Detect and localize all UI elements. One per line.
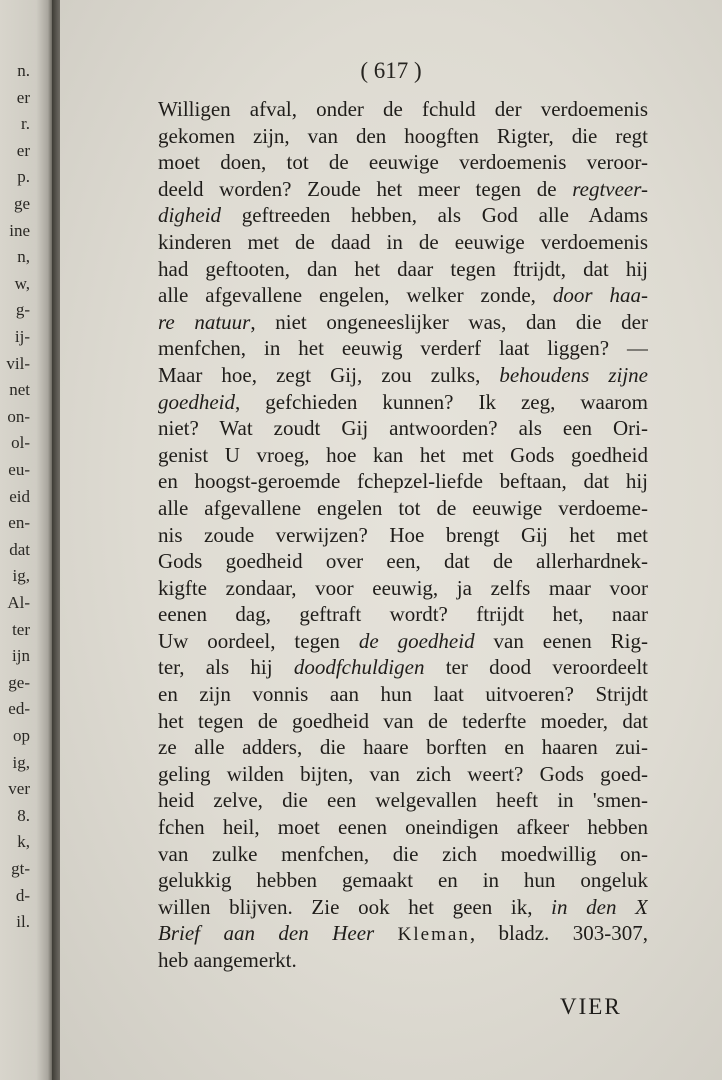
text-run: en zijn vonnis aan hun laat uitvoeren? Strijdt	[158, 682, 648, 707]
text-run: alle afgevallene engelen, welker zonde,	[158, 283, 553, 308]
facing-page-fragment: n,	[17, 247, 30, 267]
facing-page-fragment: n.	[17, 61, 30, 80]
text-line	[158, 761, 648, 788]
text-line	[158, 202, 648, 229]
facing-page-fragment: 8.	[17, 805, 30, 825]
text-line	[158, 389, 648, 416]
book-page	[60, 0, 722, 1080]
facing-page-fragment: ol-	[11, 433, 30, 453]
text-run	[374, 921, 397, 945]
text-run: ter, als hij	[158, 655, 294, 680]
text-run: het tegen de goedheid van de tederfte moeder, dat	[158, 708, 648, 733]
text-run: Uw oordeel, tegen	[158, 628, 359, 653]
text-run: geftreeden hebben, als God alle Adams	[221, 203, 648, 228]
text-run: fchen heil, moet eenen oneindigen afkeer hebben	[158, 815, 648, 840]
text-line	[158, 734, 648, 761]
facing-page-fragment: er	[16, 140, 30, 160]
facing-page-fragment: ig,	[12, 566, 30, 586]
facing-page-fragment: d-	[15, 885, 30, 905]
text-line	[158, 548, 648, 575]
text-line	[158, 96, 648, 123]
text-line	[158, 841, 648, 868]
italic-run: regtveer-	[572, 176, 648, 201]
text-line	[158, 256, 648, 283]
facing-page-fragment: w,	[14, 273, 30, 293]
facing-page-fragment: ijn	[12, 646, 30, 666]
facing-page-fragment: ver	[8, 779, 30, 799]
text-line	[158, 867, 648, 894]
italic-run: in den X	[551, 894, 648, 919]
italic-run: goedheid	[158, 389, 235, 414]
italic-run: door haa-	[552, 283, 648, 308]
italic-run: behoudens zijne	[499, 362, 648, 387]
text-line	[158, 708, 648, 735]
catchword: VIER	[560, 994, 622, 1019]
italic-run: re natuur	[158, 309, 251, 334]
text-run: kigfte zondaar, voor eeuwig, ja zelfs maar voor	[158, 575, 648, 600]
facing-page-fragment: en-	[8, 513, 30, 533]
text-run: nis zoude verwijzen? Hoe brengt Gij het met	[158, 522, 648, 547]
text-line	[158, 229, 648, 256]
facing-page-fragment: ge-	[8, 672, 30, 692]
facing-page-fragment: on-	[7, 406, 30, 426]
facing-page-fragment: il.	[16, 912, 30, 932]
facing-page-fragment: op	[13, 726, 30, 745]
text-run: ze alle adders, die haare borften en haaren zui-	[158, 735, 648, 760]
text-run: en hoogst-geroemde fchepzel-liefde beftaan, dat hij	[158, 469, 648, 494]
facing-page-fragment: gt-	[11, 859, 30, 878]
facing-page-fragment: ij-	[14, 327, 30, 346]
text-line	[158, 894, 648, 921]
facing-page-fragment: vil-	[6, 353, 30, 373]
text-run: willen blijven. Zie ook het geen ik,	[158, 894, 552, 919]
text-line	[158, 787, 648, 814]
facing-page-fragment: ig,	[12, 752, 30, 772]
text-line	[158, 495, 648, 522]
facing-page-fragment: ed-	[8, 699, 30, 719]
text-line	[158, 628, 648, 655]
text-run: kinderen met de daad in de eeuwige verdoemenis	[158, 229, 648, 254]
text-run: Maar hoe, zegt Gij, zou zulks,	[158, 362, 500, 387]
text-run: geling wilden bijten, van zich weert? Gods goed-	[158, 761, 648, 786]
text-run: gekomen zijn, van den hoogften Rigter, die regt	[158, 123, 648, 148]
text-run: gelukkig hebben gemaakt en in hun ongeluk	[158, 868, 648, 893]
facing-page-fragment: eu-	[8, 460, 30, 479]
text-run: , niet ongeneeslijker was, dan die der	[250, 309, 648, 334]
text-run: heb aangemerkt.	[158, 948, 297, 972]
text-run: menfchen, in het eeuwig verderf laat liggen? —	[158, 336, 648, 361]
text-run: van eenen Rig-	[474, 628, 648, 653]
facing-page-fragment: net	[9, 380, 30, 400]
facing-page-fragment: ge	[13, 194, 30, 213]
text-run: , bladz. 303-307,	[469, 921, 648, 946]
text-run: heid zelve, die een welgevallen heeft in 'smen-	[158, 788, 648, 813]
facing-page-fragment: Al-	[7, 593, 30, 612]
text-run: had geftooten, dan het daar tegen ftrijdt, dat hij	[158, 256, 648, 281]
text-run: genist U vroeg, hoe kan het met Gods goedheid	[158, 442, 648, 467]
text-line	[158, 309, 648, 336]
text-line	[158, 123, 648, 150]
facing-page-fragment: g-	[15, 300, 30, 320]
text-line	[158, 947, 648, 974]
italic-run: Brief aan den Heer	[158, 921, 375, 946]
text-run: deeld worden? Zoude het meer tegen de	[158, 176, 573, 201]
text-line	[158, 335, 648, 362]
page-number: ( 617 )	[360, 58, 422, 83]
text-line	[158, 814, 648, 841]
text-line	[158, 654, 648, 681]
text-run: moet doen, tot de eeuwige verdoemenis veroor-	[158, 150, 648, 175]
text-line	[158, 415, 648, 442]
text-run: Kleman	[397, 924, 470, 946]
italic-run: digheid	[158, 203, 221, 228]
text-line	[158, 575, 648, 602]
facing-page-edge	[0, 0, 52, 1080]
text-run: , gefchieden kunnen? Ik zeg, waarom	[234, 389, 648, 414]
text-run: ter dood veroordeelt	[424, 655, 648, 680]
text-run: Gods goedheid over een, dat de allerhardnek-	[158, 549, 648, 574]
text-line	[158, 442, 648, 469]
text-line	[158, 920, 648, 947]
text-line	[158, 176, 648, 203]
facing-page-fragment: p.	[17, 167, 30, 187]
body-text	[158, 96, 648, 974]
facing-page-fragment: dat	[9, 539, 30, 559]
facing-page-fragment: r.	[21, 114, 30, 134]
text-line	[158, 601, 648, 628]
text-line	[158, 522, 648, 549]
text-line	[158, 282, 648, 309]
text-line	[158, 681, 648, 708]
facing-page-fragment: er	[16, 87, 30, 107]
facing-page-fragment: eid	[9, 486, 30, 506]
text-run: Willigen afval, onder de fchuld der verdoemenis	[158, 97, 648, 121]
italic-run: de goedheid	[358, 628, 475, 653]
facing-page-fragment: k,	[17, 832, 30, 852]
facing-page-fragment: ter	[12, 619, 30, 639]
text-run: van zulke menfchen, die zich moedwillig on-	[158, 841, 648, 866]
italic-run: doodfchuldigen	[293, 655, 425, 680]
facing-page-fragment: ine	[9, 220, 30, 240]
text-run: alle afgevallene engelen tot de eeuwige verdoeme-	[158, 495, 648, 520]
text-line	[158, 362, 648, 389]
text-line	[158, 149, 648, 176]
text-run: eenen dag, geftraft wordt? ftrijdt het, naar	[158, 602, 648, 627]
text-line	[158, 468, 648, 495]
text-run: niet? Wat zoudt Gij antwoorden? als een Ori-	[158, 416, 648, 441]
